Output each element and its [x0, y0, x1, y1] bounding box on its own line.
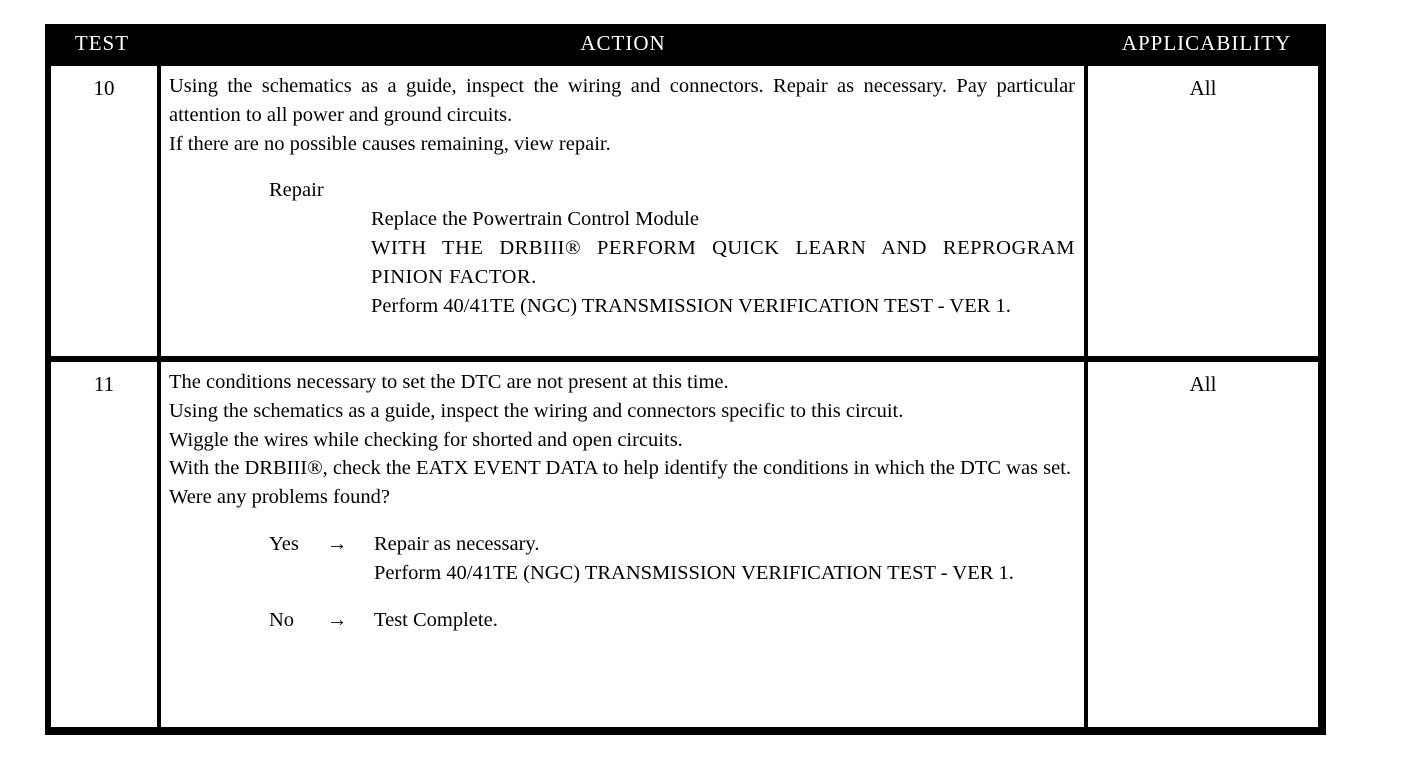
repair-label: Repair [269, 179, 324, 202]
row-11-applicability: All [1088, 362, 1318, 727]
row-10-paragraph: Using the schematics as a guide, inspect the wiring and connectors. Repair as necessary. Pay particular attention to all power and ground circuits. [169, 75, 1075, 126]
yes-instructions [374, 530, 1075, 588]
repair-line: WITH THE DRBIII® PERFORM QUICK LEARN AND REPROGRAM PINION FACTOR. [371, 236, 1075, 288]
arrow-right-icon: → [327, 608, 348, 631]
header-action: ACTION [580, 31, 666, 55]
header-applicability: APPLICABILITY [1121, 31, 1292, 55]
row-10-action [161, 66, 1084, 356]
yes-line: Repair as necessary. [374, 532, 540, 555]
no-line: Test Complete. [374, 608, 498, 631]
row-10-paragraph: If there are no possible causes remaining, view repair. [169, 132, 611, 155]
no-label: No [269, 608, 295, 631]
no-branch [269, 606, 1075, 635]
row-10-applicability: All [1088, 66, 1318, 356]
row-10-test-number: 10 [51, 66, 157, 356]
row-11-action [161, 362, 1084, 727]
repair-line: Replace the Powertrain Control Module [371, 208, 699, 231]
row-11-paragraph: With the DRBIII®, check the EATX EVENT DATA to help identify the conditions in which the DTC was set. [169, 457, 1072, 480]
yes-branch [269, 530, 1075, 588]
repair-instructions [371, 205, 1075, 320]
row-11-paragraph: Wiggle the wires while checking for shorted and open circuits. [169, 428, 683, 451]
no-instructions [374, 606, 1075, 635]
row-11-paragraph: Using the schematics as a guide, inspect the wiring and connectors specific to this circuit. [169, 399, 904, 422]
diagnostic-table [45, 24, 1326, 735]
row-11-test-number: 11 [51, 362, 157, 727]
row-11-paragraph: The conditions necessary to set the DTC are not present at this time. [169, 371, 729, 393]
header-test: TEST [74, 31, 130, 55]
arrow-right-icon: → [327, 532, 348, 555]
yes-label: Yes [269, 532, 299, 555]
repair-line: Perform 40/41TE (NGC) TRANSMISSION VERIFICATION TEST - VER 1. [371, 294, 1011, 317]
row-11-question: Were any problems found? [169, 486, 390, 509]
yes-line: Perform 40/41TE (NGC) TRANSMISSION VERIFICATION TEST - VER 1. [374, 561, 1014, 584]
